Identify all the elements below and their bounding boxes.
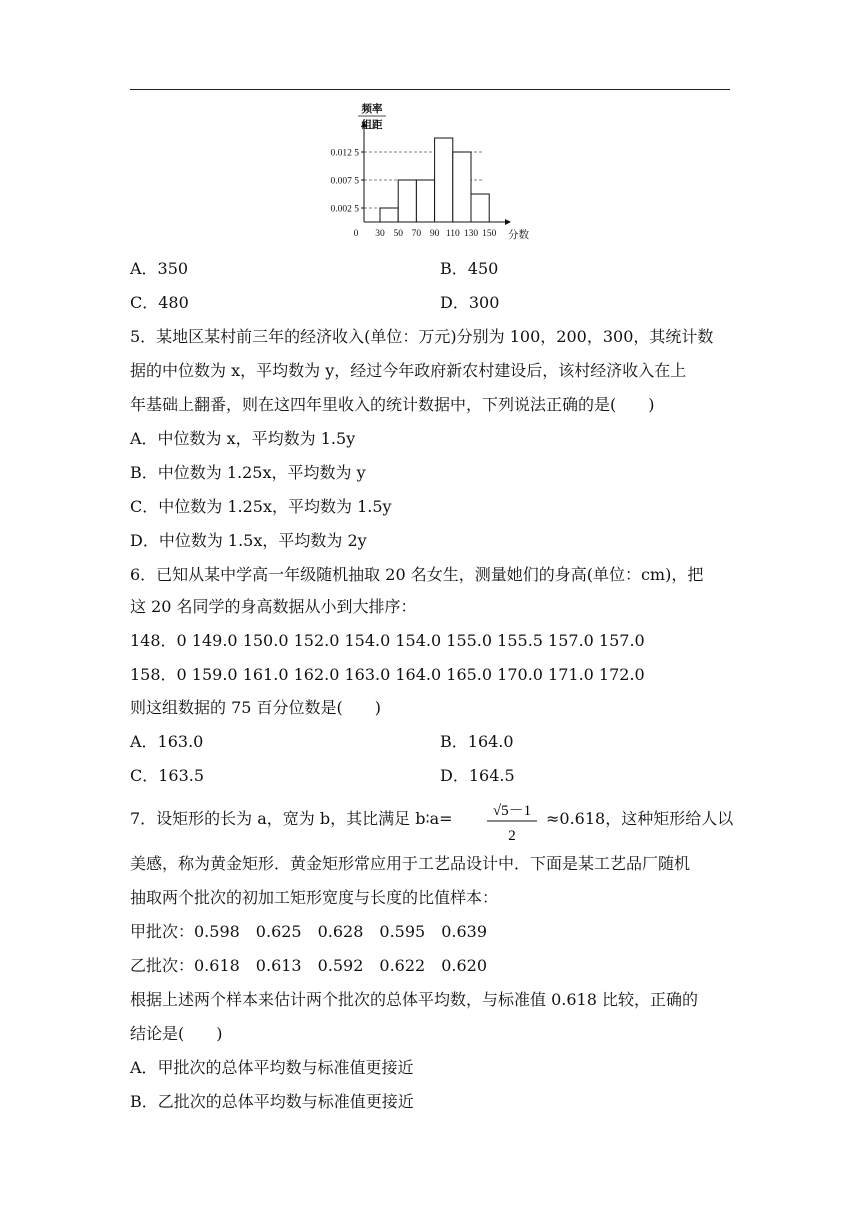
histogram-bar <box>471 194 489 222</box>
q4-option-a: A．350 <box>130 259 189 278</box>
q4-option-c: C．480 <box>130 293 189 312</box>
histogram-bar <box>435 138 453 222</box>
q6-stem-line1: 6．已知从某中学高一年级随机抽取 20 名女生，测量她们的身高(单位：cm)，把 <box>130 565 704 584</box>
q7-sample-yi: 乙批次：0.618 0.613 0.592 0.622 0.620 <box>130 956 488 975</box>
q4-option-b: B．450 <box>440 259 499 278</box>
q7-stem-line2: 美感，称为黄金矩形．黄金矩形常应用于工艺品设计中．下面是某工艺品厂随机 <box>130 854 691 873</box>
x-tick-label: 150 <box>482 229 497 239</box>
histogram-bar <box>453 152 471 222</box>
y-axis-label-denominator: 组距 <box>361 120 383 131</box>
fraction-numerator: √5－1 <box>492 803 532 819</box>
y-tick-label: 0.007 5 <box>330 176 359 187</box>
q6-stem-line2: 这 20 名同学的身高数据从小到大排序： <box>130 597 417 616</box>
q7-option-a: A．甲批次的总体平均数与标准值更接近 <box>130 1058 414 1077</box>
q7-stem-line1a: 7．设矩形的长为 a，宽为 b，其比满足 b∶a= <box>130 809 453 828</box>
q6-option-c: C．163.5 <box>130 766 205 785</box>
histogram-bar <box>416 180 434 222</box>
histogram-chart <box>318 100 538 250</box>
histogram-bar <box>380 208 398 222</box>
q5-option-b: B．中位数为 1.25x，平均数为 y <box>130 463 366 482</box>
q5-option-a: A．中位数为 x，平均数为 1.5y <box>130 429 356 448</box>
q7-sample-jia: 甲批次：0.598 0.625 0.628 0.595 0.639 <box>130 922 488 941</box>
q7-stem-line1b: ≈0.618，这种矩形给人以 <box>546 809 734 828</box>
y-tick-label: 0.012 5 <box>330 148 359 159</box>
q7-stem-line6: 根据上述两个样本来估计两个批次的总体平均数，与标准值 0.618 比较，正确的 <box>130 990 698 1009</box>
q6-option-a: A．163.0 <box>130 732 204 751</box>
fraction-denominator: 2 <box>508 828 516 844</box>
histogram-bar <box>398 180 416 222</box>
q6-data-row1: 148．0 149.0 150.0 152.0 154.0 154.0 155.0 155.5 157.0 157.0 <box>130 631 645 650</box>
q5-stem-line3: 年基础上翻番，则在这四年里收入的统计数据中，下列说法正确的是( ) <box>130 395 655 414</box>
q6-data-row2: 158．0 159.0 161.0 162.0 163.0 164.0 165.0 170.0 171.0 172.0 <box>130 665 645 684</box>
x-tick-label: 70 <box>411 229 422 239</box>
q5-option-d: D．中位数为 1.5x，平均数为 2y <box>130 531 367 550</box>
x-tick-label: 90 <box>429 229 440 239</box>
origin-label: 0 <box>353 229 359 239</box>
golden-ratio-fraction <box>484 795 540 847</box>
x-tick-label: 50 <box>393 229 403 239</box>
q5-option-c: C．中位数为 1.25x，平均数为 1.5y <box>130 497 392 516</box>
q6-question: 则这组数据的 75 百分位数是( ) <box>130 698 382 717</box>
x-tick-label: 130 <box>463 229 479 239</box>
q6-option-d: D．164.5 <box>440 766 515 785</box>
y-tick-label: 0.002 5 <box>330 204 359 215</box>
q4-option-d: D．300 <box>440 293 500 312</box>
q7-stem-line3: 抽取两个批次的初加工矩形宽度与长度的比值样本： <box>130 888 499 907</box>
x-tick-label: 30 <box>375 229 385 239</box>
x-axis-label: 分数 <box>508 230 529 241</box>
y-axis-label-numerator: 频率 <box>361 104 383 115</box>
header-rule <box>130 89 730 90</box>
q5-stem-line2: 据的中位数为 x，平均数为 y，经过今年政府新农村建设后，该村经济收入在上 <box>130 361 687 380</box>
q5-stem-line1: 5．某地区某村前三年的经济收入(单位：万元)分别为 100，200，300，其统计数 <box>130 327 714 346</box>
q7-stem-line7: 结论是( ) <box>130 1024 223 1043</box>
q6-option-b: B．164.0 <box>440 732 514 751</box>
x-tick-label: 110 <box>445 229 460 239</box>
q7-option-b: B．乙批次的总体平均数与标准值更接近 <box>130 1092 414 1111</box>
